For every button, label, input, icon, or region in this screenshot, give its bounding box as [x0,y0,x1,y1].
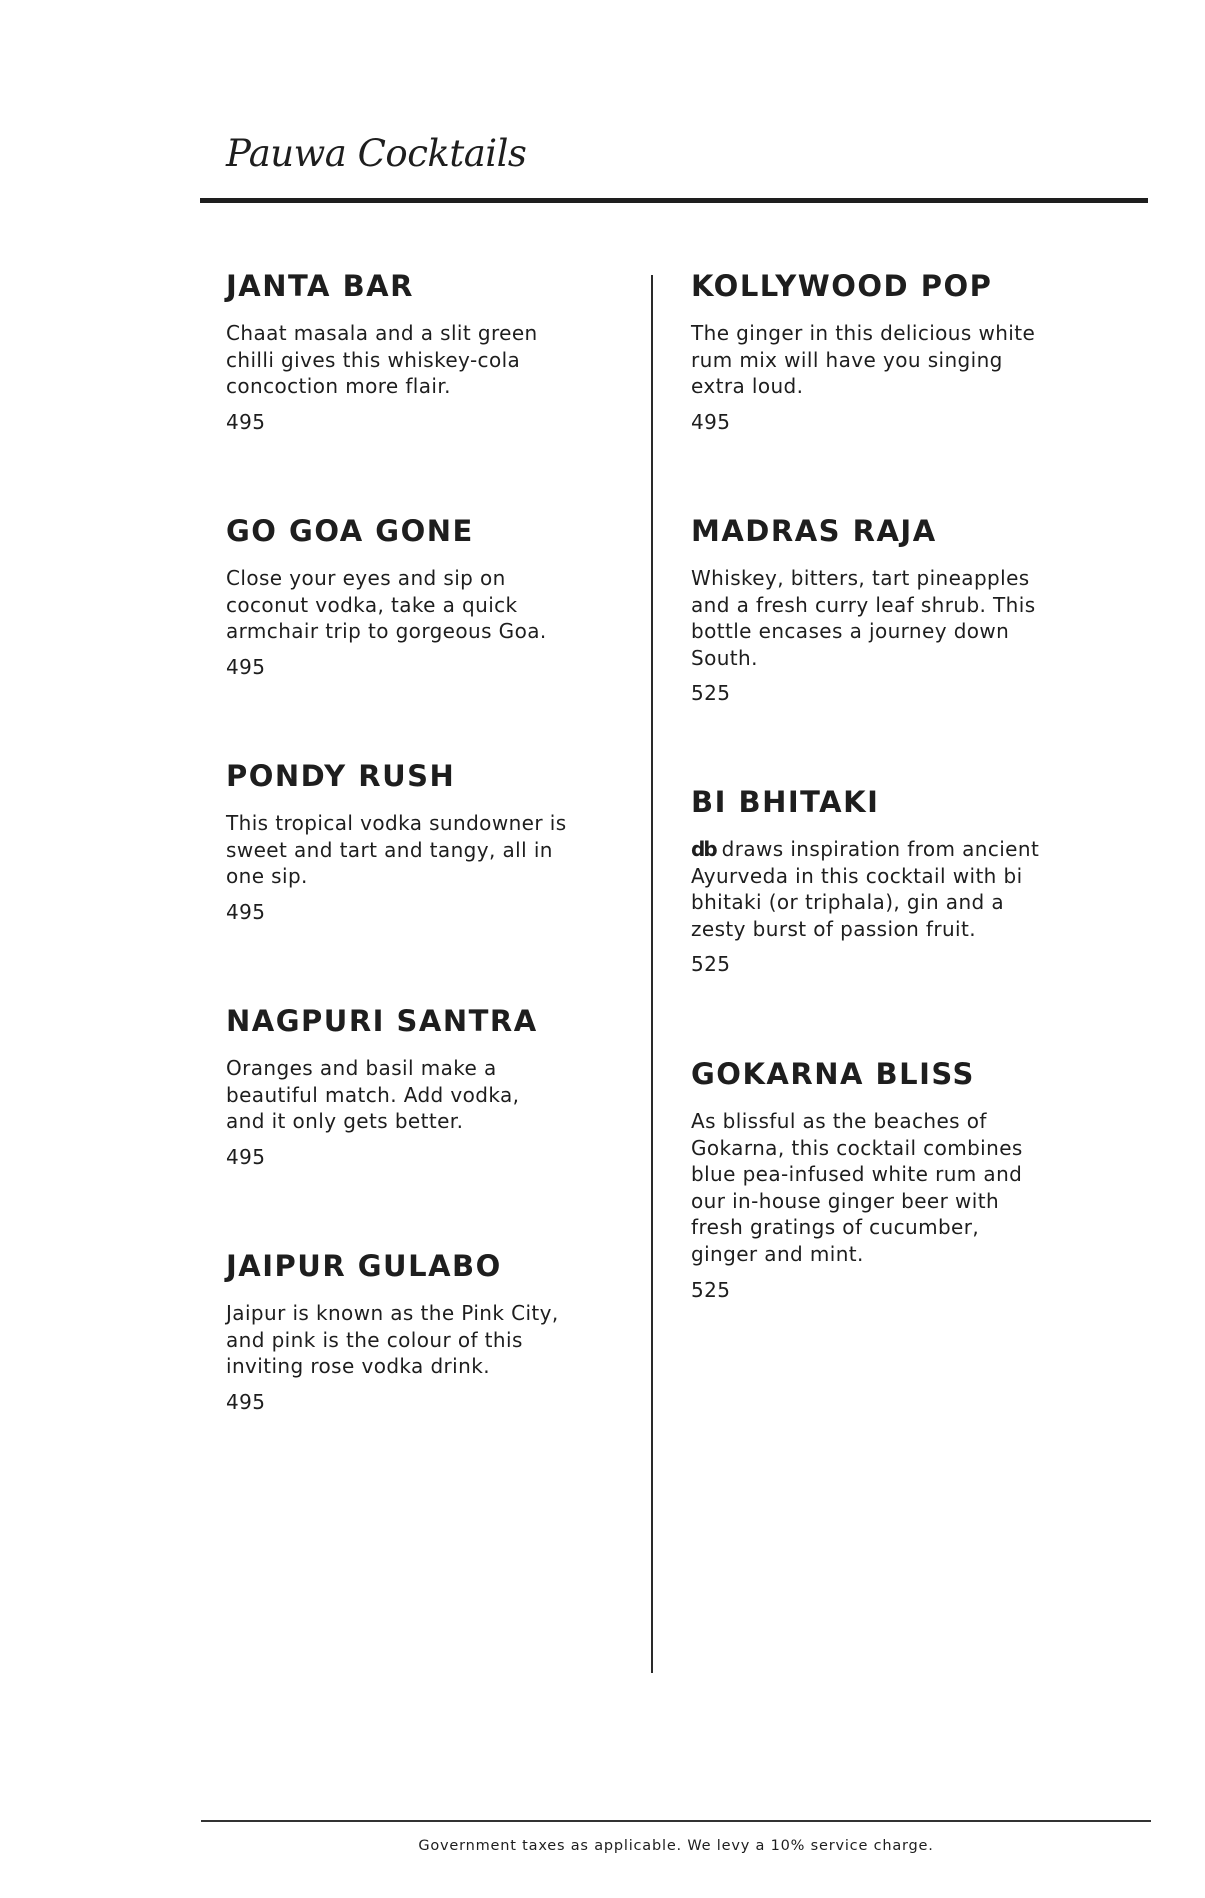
item-price: 525 [691,1277,731,1302]
item-name: MADRAS RAJA [691,514,937,548]
item-name: PONDY RUSH [226,759,456,793]
item-name: JAIPUR GULABO [226,1249,502,1283]
menu-item [226,1248,586,1415]
menu-item [226,758,586,925]
item-price: 495 [226,409,266,434]
item-price: 495 [226,1389,266,1414]
item-price: 495 [226,654,266,679]
menu-item [691,1056,1051,1303]
column-divider [651,275,653,1673]
menu-item [691,268,1051,435]
item-description: Oranges and basil make a beautiful match. Add vodka, and it only gets better. [226,1056,520,1134]
brand-logo-icon: db [691,837,716,861]
item-name: NAGPURI SANTRA [226,1004,538,1038]
item-price: 495 [226,899,266,924]
menu-item [691,784,1061,978]
menu-item [226,268,586,435]
menu-item [691,513,1051,707]
item-price: 495 [691,409,731,434]
item-description: This tropical vodka sundowner is sweet and tart and tangy, all in one sip. [226,811,567,889]
item-description: As blissful as the beaches of Gokarna, this cocktail combines blue pea-infused white rum and our in-house ginger beer with fresh gratings of cucumber, ginger and mint. [691,1109,1023,1266]
item-name: BI BHITAKI [691,785,880,819]
item-description [691,836,1061,942]
item-price: 495 [226,1144,266,1169]
item-name: JANTA BAR [226,269,414,303]
item-description: Whiskey, bitters, tart pineapples and a fresh curry leaf shrub. This bottle encases a journey down South. [691,566,1036,670]
item-name: GOKARNA BLISS [691,1057,975,1091]
footer-note: Government taxes as applicable. We levy a 10% service charge. [418,1838,934,1854]
item-description-text: draws inspiration from ancient Ayurveda in this cocktail with bi bhitaki (or triphala), gin and a zesty burst of passion fruit. [691,837,1040,941]
item-price: 525 [691,681,731,706]
item-description: Chaat masala and a slit green chilli gives this whiskey-cola concoction more flair. [226,321,538,399]
footer-rule [201,1820,1151,1822]
menu-item [226,1003,546,1170]
page-title: Pauwa Cocktails [226,132,527,175]
title-rule [200,198,1148,203]
menu-item [226,513,586,680]
item-name: GO GOA GONE [226,514,474,548]
item-price: 525 [691,952,731,977]
item-description: Close your eyes and sip on coconut vodka, take a quick armchair trip to gorgeous Goa. [226,566,547,644]
item-description: The ginger in this delicious white rum mix will have you singing extra loud. [691,321,1036,399]
item-description: Jaipur is known as the Pink City, and pink is the colour of this inviting rose vodka drink. [226,1301,559,1379]
item-name: KOLLYWOOD POP [691,269,993,303]
